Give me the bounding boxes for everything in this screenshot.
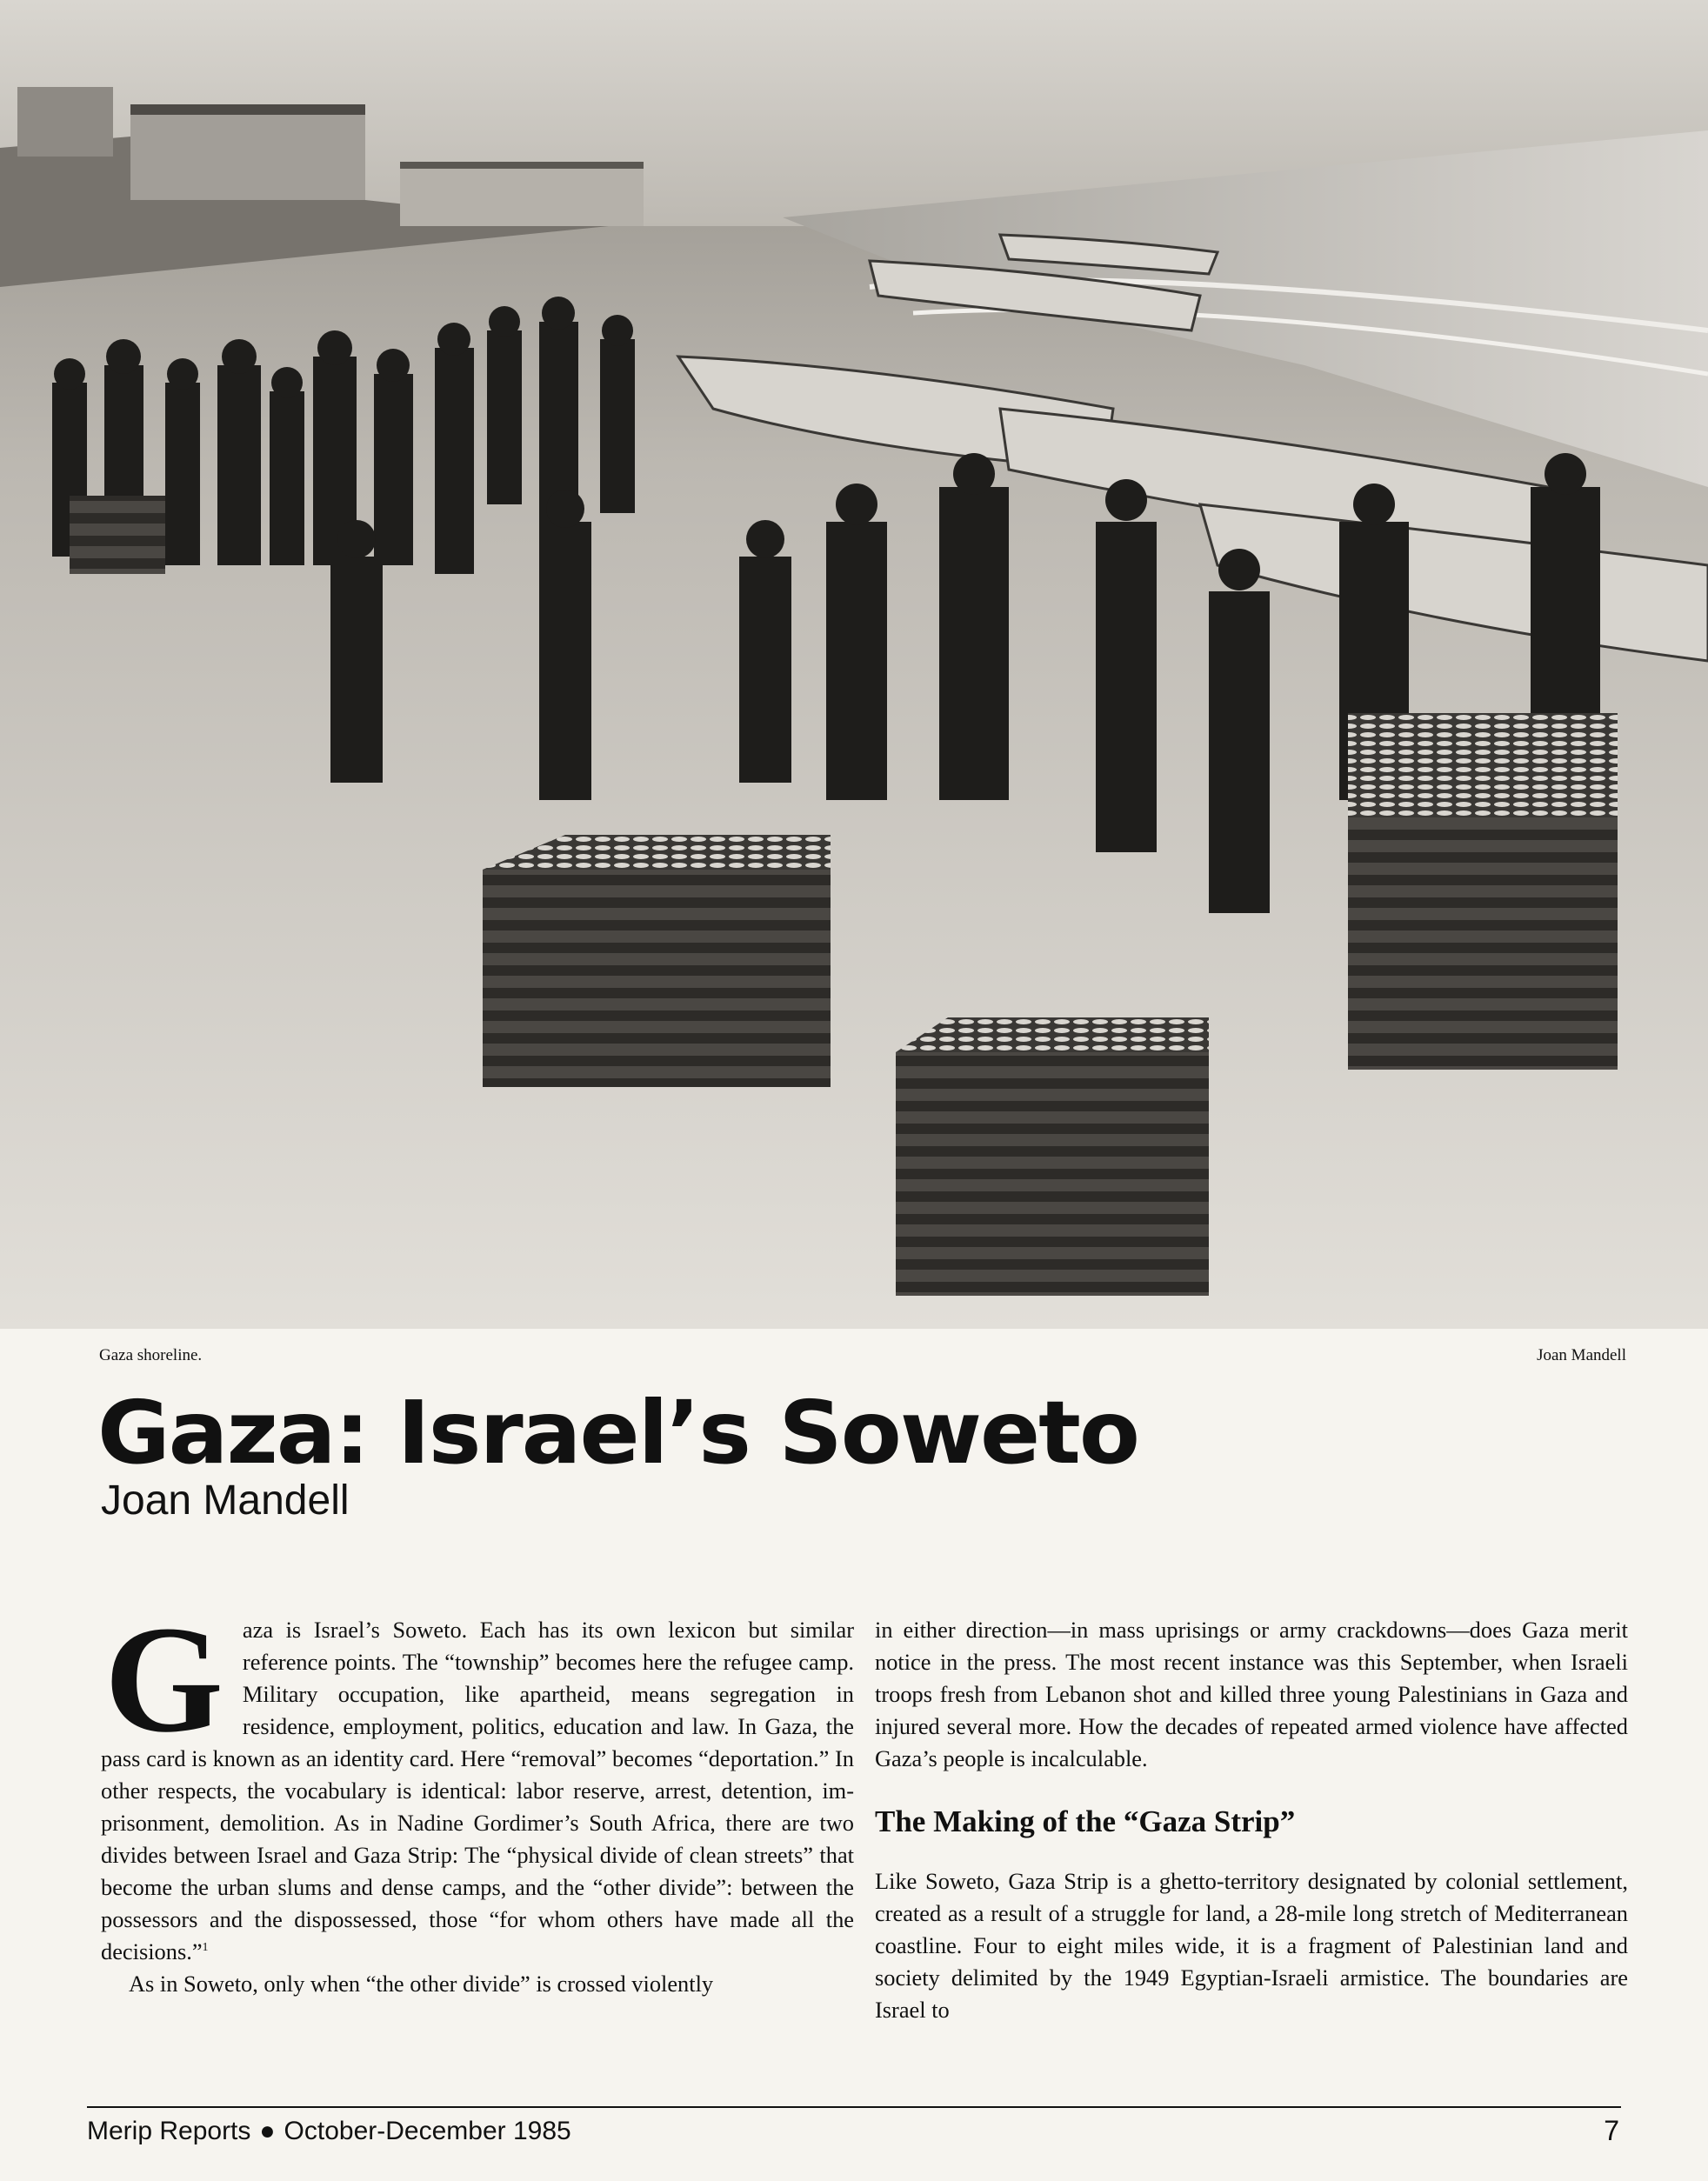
- footer-publication-line: [87, 2117, 571, 2146]
- left-column: [101, 1595, 854, 2000]
- section-heading: The Making of the “Gaza Strip”: [875, 1804, 1296, 1838]
- paragraph-2-continued: in either direction—in mass uprisings or army crackdowns—does Gaza merit notice in the press. The most recent instance was this September, when Israeli troops fresh from Lebanon shot and killed three young Palestinians in Gaza and injured several more. How the decades of repeated armed violence have affected Gaza’s people is incalculable.: [875, 1617, 1628, 1771]
- footnote-marker: 1: [202, 1941, 209, 1955]
- article-author: Joan Mandell: [101, 1477, 350, 1524]
- paragraph-1: [101, 1595, 854, 1968]
- publication-name: Merip Reports: [87, 2117, 251, 2145]
- article-title: Gaza: Israel’s Soweto: [97, 1382, 1138, 1484]
- bullet-icon: ●: [259, 2117, 276, 2145]
- paragraph-1-text: aza is Israel’s Soweto. Each has its own lexicon but similar reference points. The “township” becomes here the refugee camp. Military occupation, like apartheid, means segregation in residence, employment, politics, education and law. In Gaza, the pass card is known as an identity card. Here “removal” becomes “deportation.” In other respects, the vocabulary is identical: labor reserve, arrest, detention, imprisonment, demolition. As in Nadine Gordimer’s South Africa, there are two divides between Israel and Gaza Strip: The “physical divide of clean streets” that become the urban slums and dense camps, and the “other divide”: between the possessors and the dispossessed, those “for whom others have made all the decisions.”: [101, 1617, 854, 1964]
- paragraph-3: Like Soweto, Gaza Strip is a ghetto-territory designated by colonial settlement, created as a result of a struggle for land, a 28-mile long stretch of Mediterranean coastline. Four to eight miles wide, it is a fragment of Palestinian land and society delimited by the 1949 Egyptian-Israeli armistice. The boundaries are Israel to: [875, 1868, 1628, 2023]
- page-number: 7: [1604, 2115, 1619, 2146]
- footer-rule: [87, 2106, 1621, 2108]
- photo-credit: Joan Mandell: [1537, 1346, 1626, 1364]
- drop-cap: G: [104, 1595, 224, 1764]
- issue-date: October-December 1985: [284, 2117, 571, 2145]
- right-column: [875, 1614, 1628, 2026]
- paragraph-2-start: As in Soweto, only when “the other divide” is crossed violently: [129, 1971, 714, 1997]
- photo-caption: Gaza shoreline.: [99, 1346, 203, 1364]
